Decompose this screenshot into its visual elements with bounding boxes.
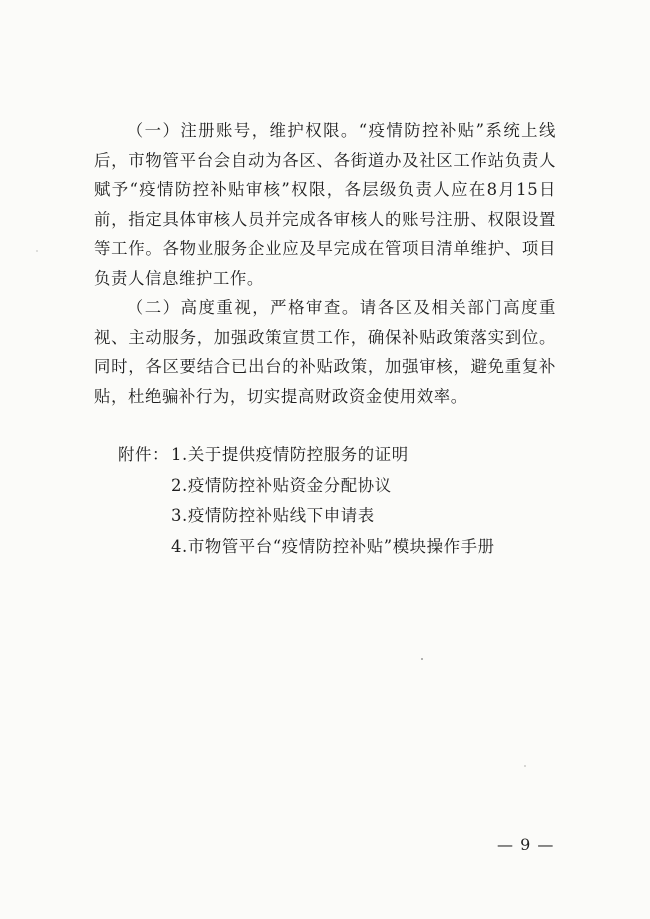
attachment-item-3: 3.疫情防控补贴线下申请表 <box>171 506 375 525</box>
attachment-row <box>118 501 558 532</box>
paragraph-register-accounts: （一）注册账号，维护权限。“疫情防控补贴”系统上线后，市物管平台会自动为各区、各街道办及社区工作站负责人赋予“疫情防控补贴审核”权限，各层级负责人应在8月15日前，指定具体审核人员并完成各审核人的账号注册、权限设置等工作。各物业服务企业应及早完成在管项目清单维护、项目负责人信息维护工作。 <box>94 121 556 288</box>
paragraph-strict-review: （二）高度重视，严格审查。请各区及相关部门高度重视、主动服务，加强政策宣贯工作，确保补贴政策落实到位。同时，各区要结合已出台的补贴政策，加强审核，避免重复补贴，杜绝骗补行为，切实提高财政资金使用效率。 <box>94 298 556 406</box>
attachment-item-4: 4.市物管平台“疫情防控补贴”模块操作手册 <box>171 536 495 556</box>
attachment-row <box>118 532 558 563</box>
attachments-label: 附件： <box>118 445 169 464</box>
attachment-item-1: 1.关于提供疫情防控服务的证明 <box>171 445 409 464</box>
scan-speck <box>36 250 38 252</box>
scan-speck <box>421 658 423 660</box>
attachments-list <box>118 440 558 562</box>
attachment-row <box>118 471 558 502</box>
attachment-row <box>118 440 558 471</box>
scan-speck <box>524 765 526 767</box>
page-number: — 9 — <box>497 835 555 854</box>
attachment-item-2: 2.疫情防控补贴资金分配协议 <box>171 475 392 495</box>
